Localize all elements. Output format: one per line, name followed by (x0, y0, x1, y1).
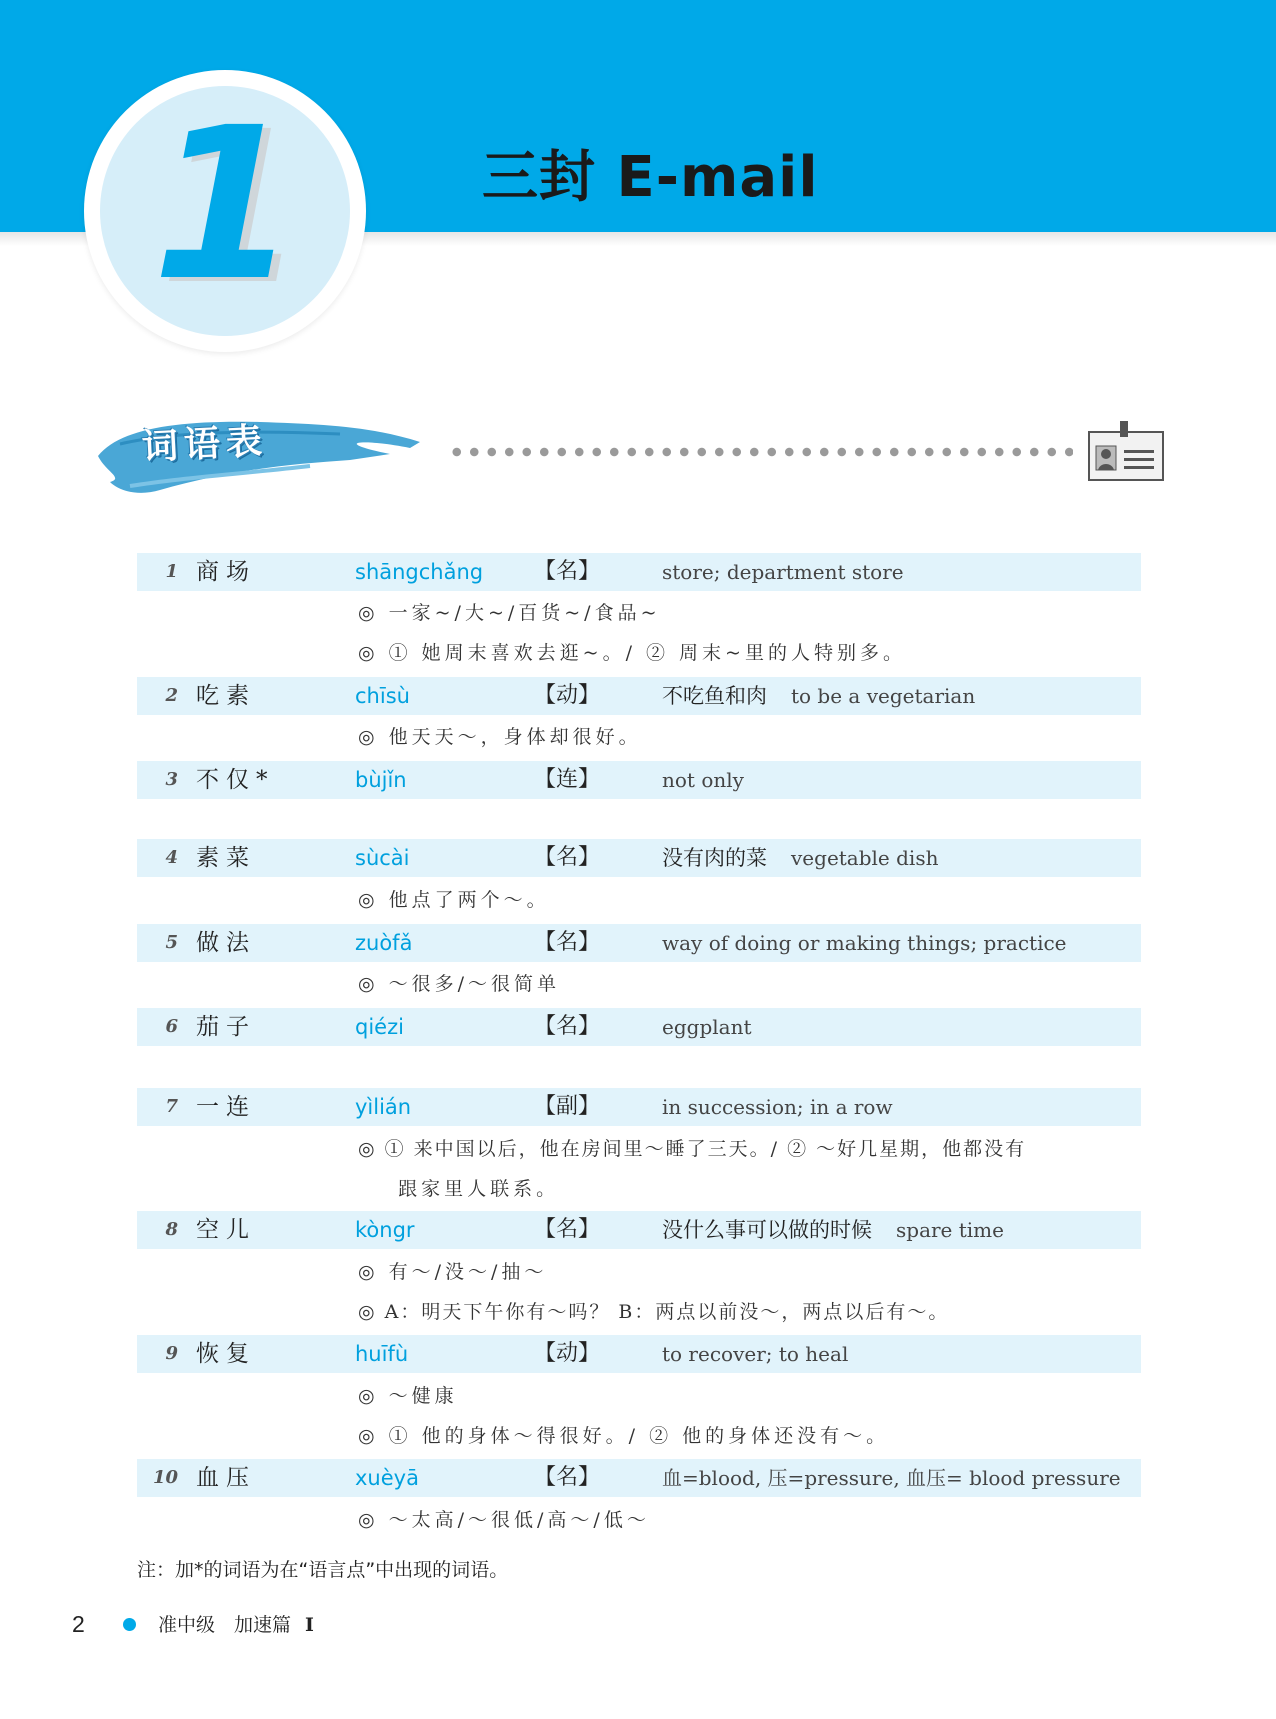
entry-part-of-speech: 【名】 (534, 559, 601, 584)
entry-definition (662, 1463, 1121, 1493)
entry-part-of-speech: 【名】 (534, 845, 601, 870)
entry-number: 7 (165, 1096, 178, 1117)
entry-pinyin: qiézi (355, 1015, 404, 1039)
entry-definition (662, 681, 975, 711)
entry-number: 2 (165, 685, 178, 706)
entry-bar (137, 761, 1141, 799)
entry-example: 跟家里人联系。 (358, 1178, 560, 1200)
entry-english-definition: 血=blood, 压=pressure, 血压= blood pressure (662, 1466, 1121, 1490)
page-number: 2 (72, 1611, 85, 1637)
entry-bar (137, 839, 1141, 877)
entry-english-definition: to be a vegetarian (791, 684, 976, 708)
entry-part-of-speech: 【名】 (534, 930, 601, 955)
entry-chinese-definition: 不吃鱼和肉 (662, 684, 767, 708)
entry-number: 4 (165, 847, 178, 868)
entry-bar (137, 1335, 1141, 1373)
entry-part-of-speech: 【动】 (534, 1341, 601, 1366)
entry-definition (662, 765, 744, 795)
entry-example: ◎ ① 来中国以后，他在房间里～睡了三天。/ ② ～好几星期，他都没有 (358, 1138, 1027, 1160)
book-title: 准中级 加速篇 (158, 1614, 292, 1636)
entry-example: ◎ 有～/没～/抽～ (358, 1261, 548, 1283)
entry-part-of-speech: 【名】 (534, 1014, 601, 1039)
entry-word: 素菜 (196, 845, 256, 871)
dotted-divider (448, 447, 1073, 457)
entry-word: 一连 (196, 1094, 256, 1120)
entry-example: ◎ 他天天～，身体却很好。 (358, 726, 642, 748)
volume-mark: I (305, 1614, 314, 1636)
entry-definition (662, 557, 904, 587)
entry-number: 9 (165, 1343, 178, 1364)
entry-pinyin: xuèyā (355, 1466, 419, 1490)
entry-word: 恢复 (196, 1341, 256, 1367)
entry-number: 6 (165, 1016, 178, 1037)
entry-definition (662, 1339, 848, 1369)
entry-english-definition: not only (662, 768, 744, 792)
entry-part-of-speech: 【副】 (534, 1094, 601, 1119)
entry-bar (137, 553, 1141, 591)
entry-example: ◎ ① 她周末喜欢去逛~。/ ② 周末~里的人特别多。 (358, 642, 906, 664)
entry-pinyin: sùcài (355, 846, 410, 870)
entry-number: 10 (152, 1467, 178, 1488)
entry-word: 不仅* (196, 767, 275, 793)
entry-part-of-speech: 【名】 (534, 1217, 601, 1242)
entry-word: 吃素 (196, 683, 256, 709)
entry-pinyin: yìlián (355, 1095, 412, 1119)
entry-definition (662, 1092, 893, 1122)
entry-english-definition: to recover; to heal (662, 1342, 849, 1366)
entry-part-of-speech: 【连】 (534, 767, 601, 792)
entry-word: 茄子 (196, 1014, 256, 1040)
entry-word: 商场 (196, 559, 256, 585)
entry-example: ◎ ～很多/～很简单 (358, 973, 561, 995)
entry-pinyin: kòngr (355, 1218, 415, 1242)
entry-number: 1 (165, 561, 178, 582)
entry-number: 3 (165, 769, 178, 790)
entry-english-definition: vegetable dish (791, 846, 939, 870)
entry-definition (662, 843, 938, 873)
entry-definition (662, 928, 1067, 958)
lesson-number: 1 (151, 82, 299, 327)
entry-bar (137, 677, 1141, 715)
entry-english-definition: store; department store (662, 560, 904, 584)
entry-word: 做法 (196, 930, 256, 956)
entry-chinese-definition: 没有肉的菜 (662, 846, 767, 870)
id-card-icon (1088, 420, 1164, 482)
entry-pinyin: chīsù (355, 684, 410, 708)
entry-part-of-speech: 【名】 (534, 1465, 601, 1490)
entry-word: 空儿 (196, 1217, 256, 1243)
entry-example: ◎ 一家~/大~/百货~/食品~ (358, 602, 661, 624)
entry-number: 8 (165, 1219, 178, 1240)
entry-english-definition: in succession; in a row (662, 1095, 893, 1119)
entry-example: ◎ ～太高/～很低/高～/低～ (358, 1509, 650, 1531)
entry-bar (137, 1008, 1141, 1046)
lesson-title: 三封 E-mail (482, 145, 819, 210)
bullet-icon (123, 1618, 136, 1631)
entry-part-of-speech: 【动】 (534, 683, 601, 708)
section-label: 词语表 (140, 420, 269, 469)
entry-number: 5 (165, 932, 178, 953)
entry-example: ◎ 他点了两个～。 (358, 889, 550, 911)
entry-pinyin: huīfù (355, 1342, 409, 1366)
entry-example: ◎ ① 他的身体～得很好。/ ② 他的身体还没有～。 (358, 1425, 890, 1447)
entry-chinese-definition: 没什么事可以做的时候 (662, 1218, 872, 1242)
entry-english-definition: eggplant (662, 1015, 752, 1039)
entry-english-definition: spare time (896, 1218, 1004, 1242)
entry-example: ◎ ～健康 (358, 1385, 458, 1407)
entry-bar (137, 1088, 1141, 1126)
footnote: 注：加*的词语为在“语言点”中出现的词语。 (137, 1559, 509, 1581)
entry-definition (662, 1012, 751, 1042)
entry-pinyin: bùjǐn (355, 768, 407, 792)
entry-word: 血压 (196, 1465, 256, 1491)
entry-pinyin: zuòfǎ (355, 931, 413, 955)
entry-pinyin: shāngchǎng (355, 560, 484, 584)
entry-english-definition: way of doing or making things; practice (662, 931, 1067, 955)
book-info (158, 1610, 314, 1640)
entry-definition (662, 1215, 1004, 1245)
entry-example: ◎ A：明天下午你有～吗？ B：两点以前没～，两点以后有～。 (358, 1301, 950, 1323)
